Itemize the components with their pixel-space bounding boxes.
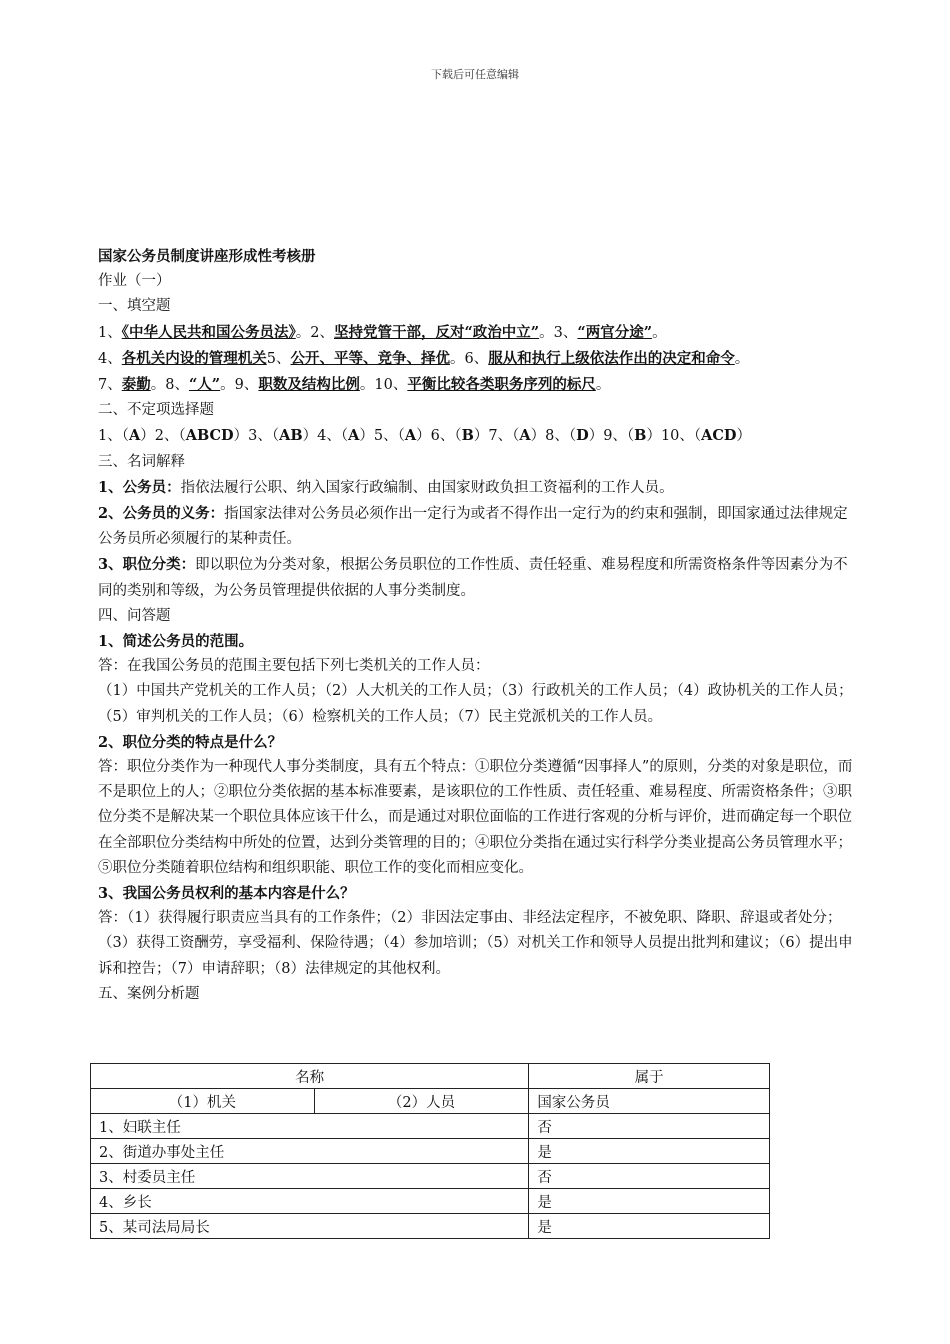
choice-item: 7、（A）: [488, 427, 546, 445]
fill-blank-line-3: [98, 372, 860, 398]
answer-3-body: 答：（1）获得履行职责应当具有的工作条件；（2）非因法定事由、非经法定程序，不被免职、降职、辞退或者处分；（3）获得工资酬劳，享受福利、保险待遇；（4）参加培训；（5）对机关工作和领导人员提出批判和建议；（6）提出申诉和控告；（7）申请辞职；（8）法律规定的其他权利。: [98, 910, 853, 977]
answer-1-body: （1）中国共产党机关的工作人员；（2）人大机关的工作人员；（3）行政机关的工作人员；（4）政协机关的工作人员；（5）审判机关的工作人员；（6）检察机关的工作人员；（7）民主党派机关的工作人员。: [98, 683, 853, 725]
answer-5: 公开、平等、竞争、择优: [290, 349, 450, 367]
choice-item: 5、（A）: [373, 427, 431, 445]
document-body: [98, 244, 860, 1007]
section-heading-qa: 四、问答题: [98, 607, 171, 624]
answer-8: “人”: [188, 376, 221, 394]
choice-item: 4、（A）: [317, 427, 374, 445]
line-end: 。: [734, 350, 750, 367]
document-title: 国家公务员制度讲座形成性考核册: [98, 248, 316, 265]
answer-3: “两官分途”: [577, 323, 653, 341]
case-analysis-table: [90, 1063, 770, 1239]
section-heading-fill-blank: 一、填空题: [98, 298, 171, 315]
row-name: 2、街道办事处主任: [91, 1139, 529, 1164]
question-number: 。10、: [359, 377, 408, 394]
choice-item: 2、（ABCD）: [154, 427, 249, 445]
definition-item: [98, 501, 860, 552]
question-number: 。9、: [220, 377, 259, 394]
table-row: [91, 1164, 770, 1189]
table-header-row: [91, 1064, 770, 1089]
answer-4: 各机关内设的管理机关: [121, 349, 267, 367]
subheader-person: （2）人员: [314, 1089, 529, 1114]
question-number: 5、: [266, 350, 291, 367]
document-subtitle: 作业（一）: [98, 273, 171, 290]
definition-item: [98, 475, 860, 501]
table-row: [91, 1114, 770, 1139]
question-number: 。6、: [449, 350, 489, 367]
question-number: 。8、: [150, 377, 189, 394]
row-value: 是: [529, 1189, 770, 1214]
answer-6: 服从和执行上级依法作出的决定和命令: [488, 349, 735, 367]
definition-text: 指依法履行公职、纳入国家行政编制、由国家财政负担工资福利的工作人员。: [180, 479, 674, 496]
choice-item: 1、（A）: [98, 427, 155, 445]
row-value: 是: [529, 1139, 770, 1164]
row-name: 5、某司法局局长: [91, 1214, 529, 1239]
definition-item: [98, 552, 860, 603]
row-name: 3、村委员主任: [91, 1164, 529, 1189]
question-number: 。2、: [295, 324, 334, 341]
fill-blank-line-2: [98, 346, 860, 372]
choice-item: 10、（ACD）: [660, 427, 752, 445]
answer-10: 平衡比较各类职务序列的标尺: [407, 376, 596, 394]
row-value: 是: [529, 1214, 770, 1239]
table-subheader-row: [91, 1089, 770, 1114]
header-name: 名称: [91, 1064, 529, 1089]
row-name: 1、妇联主任: [91, 1114, 529, 1139]
definition-text: 指国家法律对公务员必须作出一定行为或者不得作出一定行为的约束和强制，即国家通过法律规定公务员所必须履行的某种责任。: [98, 506, 848, 548]
section-heading-multiple-choice: 二、不定项选择题: [98, 402, 214, 419]
subheader-civil-servant: 国家公务员: [529, 1089, 770, 1114]
subheader-organ: （1）机关: [91, 1089, 315, 1114]
question-1: 1、简述公务员的范围。: [98, 633, 254, 651]
answer-2: 坚持党管干部，反对“政治中立”: [333, 323, 540, 341]
definition-term: 3、职位分类：: [98, 556, 196, 574]
section-heading-case-analysis: 五、案例分析题: [98, 985, 200, 1002]
line-end: 。: [652, 324, 667, 341]
table-row: [91, 1214, 770, 1239]
question-2: 2、职位分类的特点是什么？: [98, 733, 283, 751]
row-value: 否: [529, 1114, 770, 1139]
answer-7: 泰勤: [121, 376, 151, 394]
row-name: 4、乡长: [91, 1189, 529, 1214]
answer-1: 《中华人民共和国公务员法》: [121, 323, 296, 341]
page-header-note: 下载后可任意编辑: [431, 68, 519, 81]
fill-blank-line-1: [98, 320, 860, 346]
answer-2-body: 答：职位分类作为一种现代人事分类制度，具有五个特点：①职位分类遵循“因事择人”的原则，分类的对象是职位，而不是职位上的人；②职位分类依据的基本标准要素，是该职位的工作性质、责任轻重、难易程度、所需资格条件；③职位分类不是解决某一个职位具体应该干什么，而是通过对职位面临的工作进行客观的分析与评价，进而确定每一个职位在全部职位分类结构中所处的位置，达到分类管理的目的；④职位分类指在通过实行科学分类业提高公务员管理水平；⑤职位分类随着职位结构和组织职能、职位工作的变化而相应变化。: [98, 759, 853, 876]
table-row: [91, 1189, 770, 1214]
header-belong: 属于: [529, 1064, 770, 1089]
question-number: 4、: [98, 350, 122, 367]
definition-term: 2、公务员的义务：: [98, 505, 225, 523]
choice-item: 6、（B）: [430, 427, 489, 445]
table-row: [91, 1139, 770, 1164]
question-number: 7、: [98, 377, 122, 394]
row-value: 否: [529, 1164, 770, 1189]
answer-1-intro: 答：在我国公务员的范围主要包括下列七类机关的工作人员：: [98, 658, 490, 675]
section-heading-definitions: 三、名词解释: [98, 453, 185, 470]
choice-item: 9、（B）: [603, 427, 661, 445]
question-3: 3、我国公务员权利的基本内容是什么？: [98, 885, 355, 903]
choice-item: 3、（AB）: [248, 427, 318, 445]
question-number: 。3、: [539, 324, 578, 341]
definition-term: 1、公务员：: [98, 478, 181, 496]
definition-text: 即以职位为分类对象，根据公务员职位的工作性质、责任轻重、难易程度和所需资格条件等因素分为不同的类别和等级，为公务员管理提供依据的人事分类制度。: [98, 557, 848, 599]
answer-9: 职数及结构比例: [258, 376, 360, 394]
choice-item: 8、（D）: [545, 427, 604, 445]
question-number: 1、: [98, 324, 122, 341]
line-end: 。: [595, 377, 611, 394]
multiple-choice-answers: [98, 423, 860, 449]
